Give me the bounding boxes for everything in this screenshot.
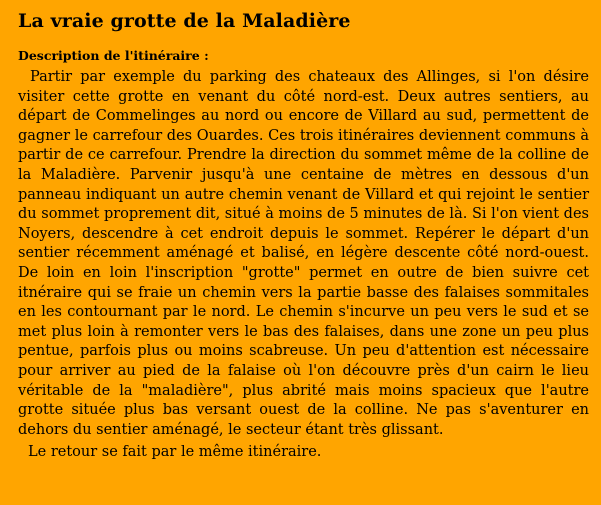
- itinerary-description-paragraph: Partir par exemple du parking des chateaux des Allinges, si l'on désire visiter cette grotte en venant du côté nord-est. Deux autres sentiers, au départ de Commelinges au nord ou encore de Villard au sud, permettent de gagner le carrefour des Ouardes. Ces trois itinéraires deviennent communs à partir de ce carrefour. Prendre la direction du sommet même de la colline de la Maladière. Parvenir jusqu'à une centaine de mètres en dessous d'un panneau indiquant un autre chemin venant de Villard et qui rejoint le sentier du sommet proprement dit, situé à moins de 5 minutes de là. Si l'on vient des Noyers, descendre à cet endroit depuis le sommet. Repérer le départ d'un sentier récemment aménagé et balisé, en légère descente côté nord-ouest. De loin en loin l'inscription "grotte" permet en outre de bien suivre cet itnéraire qui se fraie un chemin vers la partie basse des falaises sommitales en les contournant par le nord. Le chemin s'incurve un peu vers le sud et se met plus loin à remonter vers le bas des falaises, dans une zone un peu plus pentue, parfois plus ou moins scabreuse. Un peu d'attention est nécessaire pour arriver au pied de la falaise où l'on découvre près d'un cairn le lieu véritable de la "maladière", plus abrité mais moins spacieux que l'autre grotte située plus bas versant ouest de la colline. Ne pas s'aventurer en dehors du sentier aménagé, le secteur étant très glissant.: [18, 69, 589, 438]
- section-heading: Description de l'itinéraire :: [18, 48, 209, 63]
- return-paragraph: Le retour se fait par le même itinéraire.: [28, 444, 322, 461]
- page-title: La vraie grotte de la Maladière: [18, 10, 351, 32]
